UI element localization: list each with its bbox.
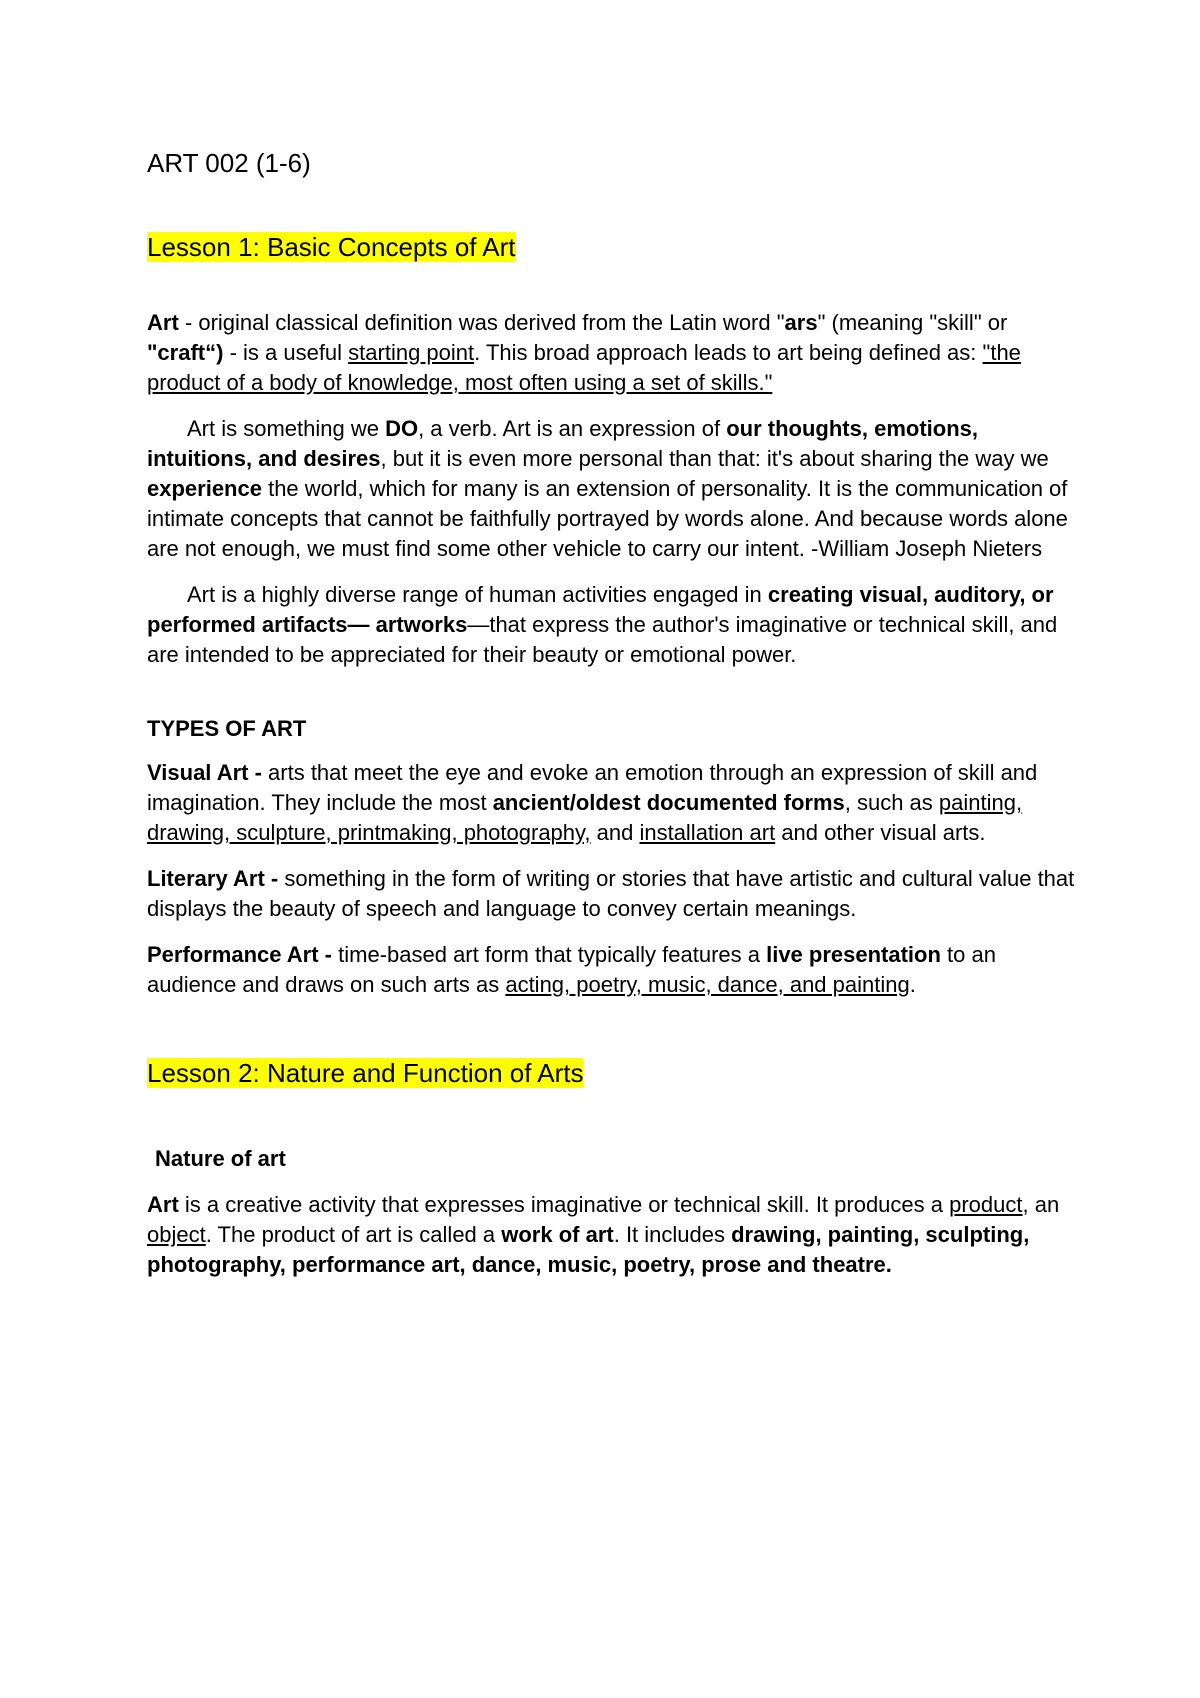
bold-includes: drawing, painting, sculpting, photography, performance art, dance, music, poetry, prose and theatre. [147,1222,1030,1277]
nature-of-art-heading: Nature of art [155,1146,286,1171]
bold-thoughts: our thoughts, emotions, intuitions, and desires [147,416,978,471]
text-span: something in the form of writing or stories that have artistic and cultural value that displays the beauty of speech and language to convey certain meanings. [147,866,1075,921]
art-definition-paragraph [147,308,1077,398]
text-span: arts that meet the eye and evoke an emotion through an expression of skill and imagination. They include the most [147,760,1038,815]
lesson-2-heading-text: Lesson 2: Nature and Function of Arts [147,1058,584,1088]
text-span: the world, which for many is an extension of personality. It is the communication of intimate concepts that cannot be faithfully portrayed by words alone. And because words alone are not enough, we must find some other vehicle to carry our intent. -William Joseph Nieters [147,476,1068,561]
art-expression-paragraph [147,414,1077,564]
text-span: , but it is even more personal than that: it's about sharing the way we [380,446,1049,471]
art-activities-paragraph [147,580,1077,670]
types-of-art-heading: TYPES OF ART [147,716,307,741]
literary-art-paragraph [147,864,1077,924]
lesson-2-heading [147,1056,1077,1090]
bold-live: live presentation [766,942,941,967]
text-span: - is a useful [223,340,349,365]
text-span: - original classical definition was derived from the Latin word " [178,310,785,335]
visual-art-paragraph [147,758,1077,848]
underlined-starting-point: starting point [348,340,475,365]
underlined-arts: acting, poetry, music, dance, and painting [505,972,910,997]
bold-ancient: ancient/oldest documented forms [492,790,845,815]
text-span: , an [1022,1192,1060,1217]
term-art: Art [147,310,179,335]
text-span: . This broad approach leads to art being defined as: [474,340,983,365]
text-span: " (meaning "skill" or [817,310,1008,335]
underlined-object: object [147,1222,206,1247]
underlined-product: product [949,1192,1023,1217]
text-span: , such as [844,790,939,815]
underlined-installation: installation art [639,820,776,845]
bold-experience: experience [147,476,262,501]
text-span: and [590,820,640,845]
lesson-1-heading [147,230,1077,264]
term-performance-art: Performance Art - [147,942,333,967]
document-content [147,146,1077,1296]
text-span: . [909,972,916,997]
text-span: and other visual arts. [775,820,986,845]
text-span: Art is something we [187,416,386,441]
text-span: to an audience and draws on such arts as [147,942,996,997]
term-visual-art: Visual Art - [147,760,262,785]
text-span: is a creative activity that expresses imaginative or technical skill. It produces a [178,1192,950,1217]
term-craft: "craft“) [147,340,224,365]
bold-creating: creating visual, auditory, or performed artifacts— artworks [147,582,1054,637]
bold-do: DO [385,416,419,441]
text-span: . The product of art is called a [205,1222,502,1247]
text-span: Art is a highly diverse range of human activities engaged in [187,582,768,607]
text-span: . It includes [613,1222,732,1247]
text-span: —that express the author's imaginative or technical skill, and are intended to be appreciated for their beauty or emotional power. [147,612,1058,667]
text-span: time-based art form that typically features a [332,942,767,967]
term-ars: ars [784,310,818,335]
text-span: , a verb. Art is an expression of [418,416,727,441]
underlined-forms: painting, drawing, sculpture, printmaking, photography, [147,790,1023,845]
term-art-2: Art [147,1192,179,1217]
performance-art-paragraph [147,940,1077,1000]
underlined-definition: "the product of a body of knowledge, most often using a set of skills." [147,340,1021,395]
nature-of-art-paragraph [147,1190,1077,1280]
lesson-1-heading-text: Lesson 1: Basic Concepts of Art [147,232,516,262]
bold-work-of-art: work of art [501,1222,614,1247]
term-literary-art: Literary Art - [147,866,279,891]
document-title: ART 002 (1-6) [147,148,311,178]
